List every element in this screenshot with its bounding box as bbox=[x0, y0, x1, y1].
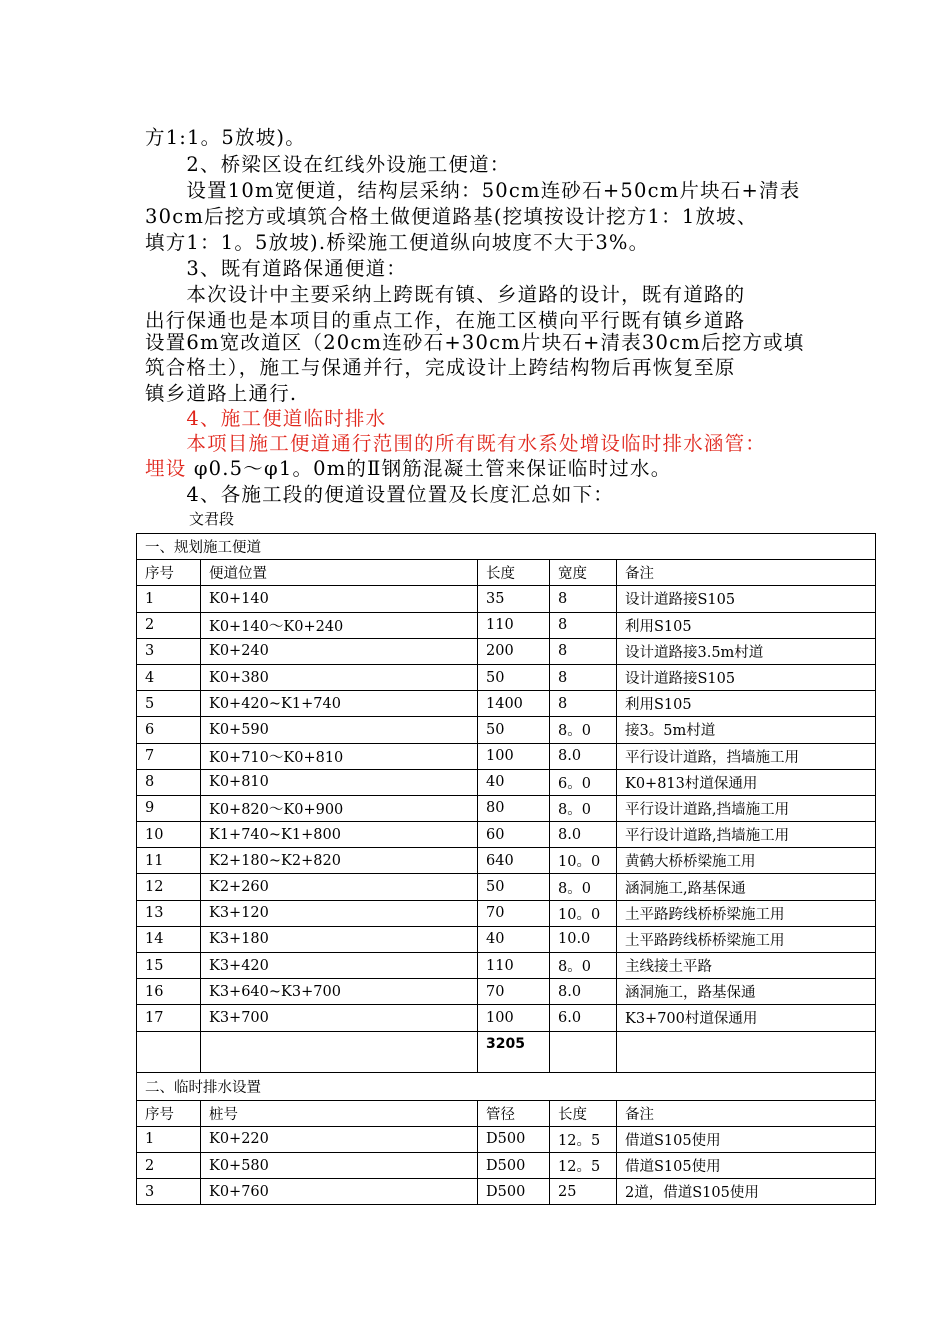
table-cell: 50 bbox=[478, 664, 550, 690]
section-title-row bbox=[137, 534, 876, 560]
table-row bbox=[137, 1005, 876, 1031]
table-cell: K2+260 bbox=[201, 874, 478, 900]
table-cell: K3+700 bbox=[201, 1005, 478, 1031]
table-cell: 110 bbox=[478, 612, 550, 638]
table-cell: 1400 bbox=[478, 691, 550, 717]
table-cell: 2 bbox=[137, 612, 201, 638]
table-cell: 70 bbox=[478, 979, 550, 1005]
table-cell: 17 bbox=[137, 1005, 201, 1031]
table-cell: 10 bbox=[137, 822, 201, 848]
table-row bbox=[137, 848, 876, 874]
total-row bbox=[137, 1031, 876, 1072]
table-cell: 8。0 bbox=[550, 874, 617, 900]
table-cell: 借道S105使用 bbox=[617, 1126, 876, 1152]
paragraph-line: 出行保通也是本项目的重点工作，在施工区横向平行既有镇乡道路 bbox=[145, 309, 746, 332]
table-cell: D500 bbox=[478, 1126, 550, 1152]
table-cell: 8 bbox=[550, 664, 617, 690]
table-cell: K3+700村道保通用 bbox=[617, 1005, 876, 1031]
table-cell: 3 bbox=[137, 638, 201, 664]
header-row bbox=[137, 560, 876, 586]
table-cell: 80 bbox=[478, 795, 550, 821]
table-cell: K0+140～K0+240 bbox=[201, 612, 478, 638]
column-header: 宽度 bbox=[550, 560, 617, 586]
paragraph-line: 4、各施工段的便道设置位置及长度汇总如下： bbox=[145, 483, 615, 506]
table-cell: 涵洞施工,路基保通 bbox=[617, 874, 876, 900]
table-row bbox=[137, 1152, 876, 1178]
table-cell: 640 bbox=[478, 848, 550, 874]
table-cell: 10。0 bbox=[550, 900, 617, 926]
table-cell: 40 bbox=[478, 926, 550, 952]
paragraph-line: 筑合格土），施工与保通并行，完成设计上跨结构物后再恢复至原 bbox=[145, 356, 736, 379]
table-row bbox=[137, 743, 876, 769]
empty-cell bbox=[201, 1031, 478, 1072]
table-cell: K0+140 bbox=[201, 586, 478, 612]
table-cell: 10.0 bbox=[550, 926, 617, 952]
paragraph-line: 设置10m宽便道，结构层采纳：50cm连砂石+50cm片块石+清表 bbox=[145, 179, 801, 202]
table-cell: 110 bbox=[478, 953, 550, 979]
column-header: 长度 bbox=[550, 1100, 617, 1126]
red-text: 埋设 bbox=[145, 457, 187, 480]
table-cell: 土平路跨线桥桥梁施工用 bbox=[617, 900, 876, 926]
table-cell: 10。0 bbox=[550, 848, 617, 874]
table-cell: 2道，借道S105使用 bbox=[617, 1179, 876, 1205]
table-cell: 利用S105 bbox=[617, 612, 876, 638]
paragraph-line: 30cm后挖方或填筑合格土做便道路基(挖填按设计挖方1：1放坡、 bbox=[145, 205, 758, 228]
table-row bbox=[137, 586, 876, 612]
table-cell: K0+220 bbox=[201, 1126, 478, 1152]
table-row bbox=[137, 979, 876, 1005]
paragraph-line: 填方1：1。5放坡).桥梁施工便道纵向坡度不大于3%。 bbox=[145, 231, 650, 254]
table-cell: D500 bbox=[478, 1152, 550, 1178]
table-cell: 8。0 bbox=[550, 953, 617, 979]
table-cell: K0+813村道保通用 bbox=[617, 769, 876, 795]
table-cell: K0+760 bbox=[201, 1179, 478, 1205]
table-cell: K0+820～K0+900 bbox=[201, 795, 478, 821]
table-cell: 6。0 bbox=[550, 769, 617, 795]
header-row bbox=[137, 1100, 876, 1126]
column-header: 备注 bbox=[617, 1100, 876, 1126]
table-cell: 设计道路接S105 bbox=[617, 586, 876, 612]
table-cell: 70 bbox=[478, 900, 550, 926]
table-cell: K0+420~K1+740 bbox=[201, 691, 478, 717]
paragraph-line: 设置6m宽改道区（20cm连砂石+30cm片块石+清表30cm后挖方或填 bbox=[145, 331, 805, 354]
table-cell: 5 bbox=[137, 691, 201, 717]
table-cell: 1 bbox=[137, 586, 201, 612]
table-row bbox=[137, 1126, 876, 1152]
table-row bbox=[137, 691, 876, 717]
table-cell: K0+710～K0+810 bbox=[201, 743, 478, 769]
table-cell: K0+580 bbox=[201, 1152, 478, 1178]
section-title-row bbox=[137, 1072, 876, 1100]
table-cell: 借道S105使用 bbox=[617, 1152, 876, 1178]
table-cell: 6 bbox=[137, 717, 201, 743]
table-cell: 平行设计道路,挡墙施工用 bbox=[617, 822, 876, 848]
table-cell: 50 bbox=[478, 874, 550, 900]
table-cell: K2+180~K2+820 bbox=[201, 848, 478, 874]
total-length: 3205 bbox=[478, 1031, 550, 1072]
table-row bbox=[137, 664, 876, 690]
column-header: 便道位置 bbox=[201, 560, 478, 586]
table-cell: 100 bbox=[478, 743, 550, 769]
table-row bbox=[137, 612, 876, 638]
table-cell: 200 bbox=[478, 638, 550, 664]
table-cell: 14 bbox=[137, 926, 201, 952]
column-header: 长度 bbox=[478, 560, 550, 586]
table-cell: K3+640~K3+700 bbox=[201, 979, 478, 1005]
table-cell: 2 bbox=[137, 1152, 201, 1178]
paragraph-line-mixed bbox=[145, 455, 805, 482]
table-cell: K3+120 bbox=[201, 900, 478, 926]
table-cell: 35 bbox=[478, 586, 550, 612]
table-cell: 8 bbox=[137, 769, 201, 795]
table-cell: 8.0 bbox=[550, 822, 617, 848]
table-cell: 设计道路接S105 bbox=[617, 664, 876, 690]
table-cell: 16 bbox=[137, 979, 201, 1005]
table-cell: 11 bbox=[137, 848, 201, 874]
table-cell: 8 bbox=[550, 612, 617, 638]
table-cell: K0+240 bbox=[201, 638, 478, 664]
table-cell: 12。5 bbox=[550, 1126, 617, 1152]
table-cell: 8。0 bbox=[550, 795, 617, 821]
table-row bbox=[137, 795, 876, 821]
table-cell: 4 bbox=[137, 664, 201, 690]
table-row bbox=[137, 717, 876, 743]
table-cell: D500 bbox=[478, 1179, 550, 1205]
table-cell: 8.0 bbox=[550, 979, 617, 1005]
table-cell: K0+380 bbox=[201, 664, 478, 690]
table-cell: 15 bbox=[137, 953, 201, 979]
table-cell: 25 bbox=[550, 1179, 617, 1205]
table-cell: 8.0 bbox=[550, 743, 617, 769]
table-cell: 平行设计道路，挡墙施工用 bbox=[617, 743, 876, 769]
column-header: 管径 bbox=[478, 1100, 550, 1126]
paragraph-line: 3、既有道路保通便道： bbox=[145, 257, 408, 280]
table-cell: 3 bbox=[137, 1179, 201, 1205]
table-row bbox=[137, 900, 876, 926]
section-title: 一、规划施工便道 bbox=[137, 534, 876, 560]
table-row bbox=[137, 874, 876, 900]
table-row bbox=[137, 926, 876, 952]
table-cell: 12。5 bbox=[550, 1152, 617, 1178]
table-cell: 8 bbox=[550, 638, 617, 664]
column-header: 桩号 bbox=[201, 1100, 478, 1126]
empty-cell bbox=[137, 1031, 201, 1072]
paragraph-line: 镇乡道路上通行. bbox=[145, 382, 298, 405]
table-cell: 8 bbox=[550, 691, 617, 717]
table-cell: 12 bbox=[137, 874, 201, 900]
table-row bbox=[137, 638, 876, 664]
table-row bbox=[137, 953, 876, 979]
table-cell: K0+590 bbox=[201, 717, 478, 743]
table-cell: K3+420 bbox=[201, 953, 478, 979]
table-cell: 8。0 bbox=[550, 717, 617, 743]
column-header: 备注 bbox=[617, 560, 876, 586]
table-cell: 接3。5m村道 bbox=[617, 717, 876, 743]
table-row bbox=[137, 769, 876, 795]
table-cell: 利用S105 bbox=[617, 691, 876, 717]
table-cell: 8 bbox=[550, 586, 617, 612]
table-title: 文君段 bbox=[189, 510, 235, 528]
table-cell: 主线接土平路 bbox=[617, 953, 876, 979]
table-cell: 50 bbox=[478, 717, 550, 743]
empty-cell bbox=[550, 1031, 617, 1072]
table-row bbox=[137, 822, 876, 848]
table-row bbox=[137, 1179, 876, 1205]
table-cell: 9 bbox=[137, 795, 201, 821]
table-cell: K1+740~K1+800 bbox=[201, 822, 478, 848]
table-cell: 1 bbox=[137, 1126, 201, 1152]
paragraph-line: 本次设计中主要采纳上跨既有镇、乡道路的设计，既有道路的 bbox=[145, 283, 746, 306]
table-cell: 100 bbox=[478, 1005, 550, 1031]
table-cell: K0+810 bbox=[201, 769, 478, 795]
empty-cell bbox=[617, 1031, 876, 1072]
table-cell: 60 bbox=[478, 822, 550, 848]
paragraph-line-red: 4、施工便道临时排水 bbox=[145, 407, 387, 430]
table-cell: 土平路跨线桥桥梁施工用 bbox=[617, 926, 876, 952]
paragraph-line: 方1:1。5放坡)。 bbox=[145, 126, 306, 149]
table-body bbox=[137, 534, 876, 1205]
table-cell: 黄鹤大桥桥梁施工用 bbox=[617, 848, 876, 874]
paragraph-line: 2、桥梁区设在红线外设施工便道： bbox=[145, 153, 511, 176]
table-cell: 6.0 bbox=[550, 1005, 617, 1031]
table-cell: 涵洞施工，路基保通 bbox=[617, 979, 876, 1005]
table-cell: 7 bbox=[137, 743, 201, 769]
table-cell: K3+180 bbox=[201, 926, 478, 952]
column-header: 序号 bbox=[137, 1100, 201, 1126]
column-header: 序号 bbox=[137, 560, 201, 586]
table-cell: 设计道路接3.5m村道 bbox=[617, 638, 876, 664]
black-text: φ0.5～φ1。0m的Ⅱ钢筋混凝土管来保证临时过水。 bbox=[193, 457, 672, 480]
table-cell: 40 bbox=[478, 769, 550, 795]
road-summary-table bbox=[136, 533, 876, 1205]
paragraph-line-red: 本项目施工便道通行范围的所有既有水系处增设临时排水涵管： bbox=[145, 432, 767, 455]
table-cell: 13 bbox=[137, 900, 201, 926]
section-title: 二、临时排水设置 bbox=[137, 1072, 876, 1100]
table-cell: 平行设计道路,挡墙施工用 bbox=[617, 795, 876, 821]
